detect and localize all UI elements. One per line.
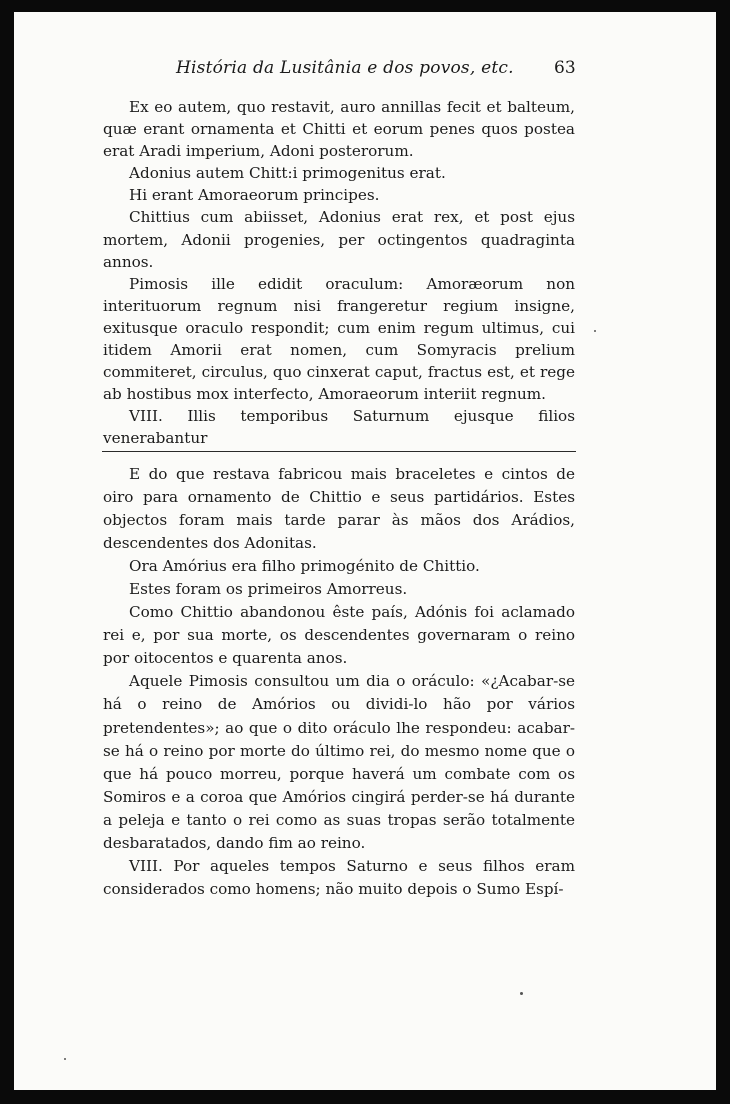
paper-speck [520, 992, 523, 995]
latin-paragraph: Pimosis ille edidit oraculum: Amoræorum non interituorum regnum nisi frangeretur regium insigne, exitusque oraculo respondit; cum enim regum ultimus, cui itidem Amorii erat nomen, cum Somyracis prelium commiteret, circulus, quo cinxerat caput, fractus est, et rege ab hostibus mox interfecto, Amoraeorum interiit regnum. [103, 274, 575, 404]
book-page [14, 12, 716, 1090]
running-title: História da Lusitânia e dos povos, etc. [176, 58, 514, 78]
portuguese-translation [103, 463, 575, 901]
translation-paragraph: VIII. Por aqueles tempos Saturno e seus filhos eram considerados como homens; não muito depois o Sumo Espí- [103, 856, 575, 898]
latin-paragraph: Hi erant Amoraeorum principes. [129, 186, 380, 205]
latin-paragraph: VIII. Illis temporibus Saturnum ejusque filios venerabantur [103, 407, 575, 448]
translation-paragraph: Estes foram os primeiros Amorreus. [129, 580, 408, 599]
paper-speck [594, 330, 596, 332]
paper-speck [64, 1058, 66, 1060]
translation-paragraph: E do que restava fabricou mais braceletes e cintos de oiro para ornamento de Chittio e seus partidários. Estes objectos foram mais tarde parar às mãos dos Arádios, descendentes dos Adonitas. [103, 465, 575, 553]
latin-paragraph: Chittius cum abiisset, Adonius erat rex, et post ejus mortem, Adonii progenies, per octingentos quadraginta annos. [103, 208, 575, 271]
latin-paragraph: Adonius autem Chitt:i primogenitus erat. [129, 164, 446, 183]
translation-paragraph: Aquele Pimosis consultou um dia o oráculo: «¿Acabar-se há o reino de Amórios ou dividi-lo hão por vários pretendentes»; ao que o dito oráculo lhe respondeu: acabar-se há o reino por morte do último rei, do mesmo nome que o que há pouco morreu, porque haverá um combate com os Somiros e a coroa que Amórios cingirá perder-se há durante a peleja e tanto o rei como as suas tropas serão totalmente desbaratados, dando fim ao reino. [103, 672, 575, 852]
page-header [14, 58, 716, 82]
latin-paragraph: Ex eo autem, quo restavit, auro annillas fecit et balteum, quæ erant ornamenta et Chitti et eorum penes quos postea erat Aradi imperium, Adoni posterorum. [103, 98, 575, 161]
translation-paragraph: Ora Amórius era filho primogénito de Chittio. [129, 557, 480, 576]
footnote-divider [102, 451, 576, 452]
translation-paragraph: Como Chittio abandonou êste país, Adónis foi aclamado rei e, por sua morte, os descendentes governaram o reino por oitocentos e quarenta anos. [103, 603, 575, 668]
page-number: 63 [554, 58, 576, 78]
latin-text [103, 96, 575, 450]
